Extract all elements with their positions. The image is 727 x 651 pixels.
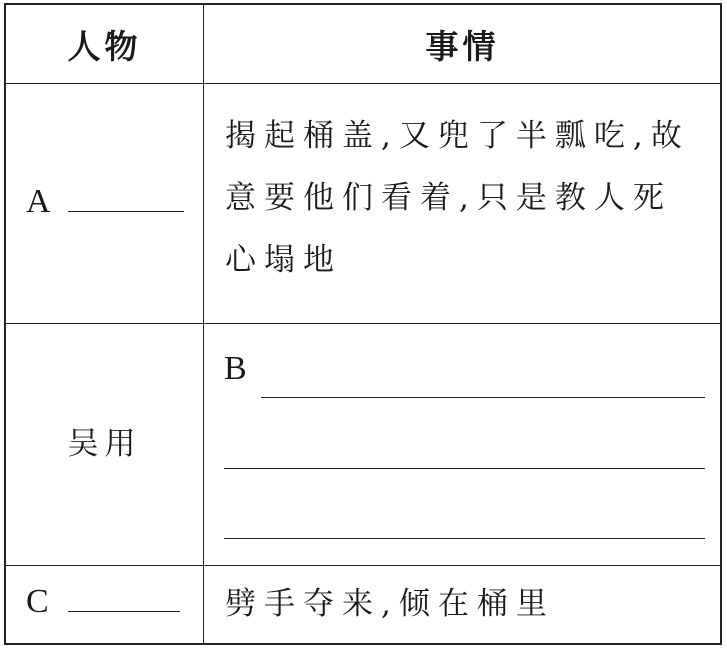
row-a-event-line-3: 心塌地 [225,242,342,278]
row-b-answer-line-3 [224,538,705,539]
row-c-person-blank [68,611,180,612]
row-c-event: 劈手夺来,倾在桶里 [225,586,555,622]
row-a-event-line-1: 揭起桶盖,又兜了半瓢吃,故 [225,118,690,154]
header-row-divider [6,83,720,84]
row-b-answer-line-1 [261,397,705,398]
column-divider [203,5,204,643]
row-a-label: A [26,183,51,220]
row-a-event-cell [225,105,715,291]
row-a-person-blank [68,211,184,212]
row-b-event-cell [224,350,264,400]
header-event: 事情 [425,26,500,66]
row-b-answer-line-2 [224,468,705,469]
row-a-event-line-2: 意要他们看着,只是教人死 [225,180,672,216]
row-divider-2 [6,565,720,566]
row-c-label: C [26,583,49,620]
row-b-person: 吴用 [67,426,142,462]
row-b-label: B [224,350,247,387]
row-c-person-cell [26,583,196,633]
header-person: 人物 [67,26,142,66]
row-a-person-cell [26,183,196,233]
character-event-table [4,3,722,645]
